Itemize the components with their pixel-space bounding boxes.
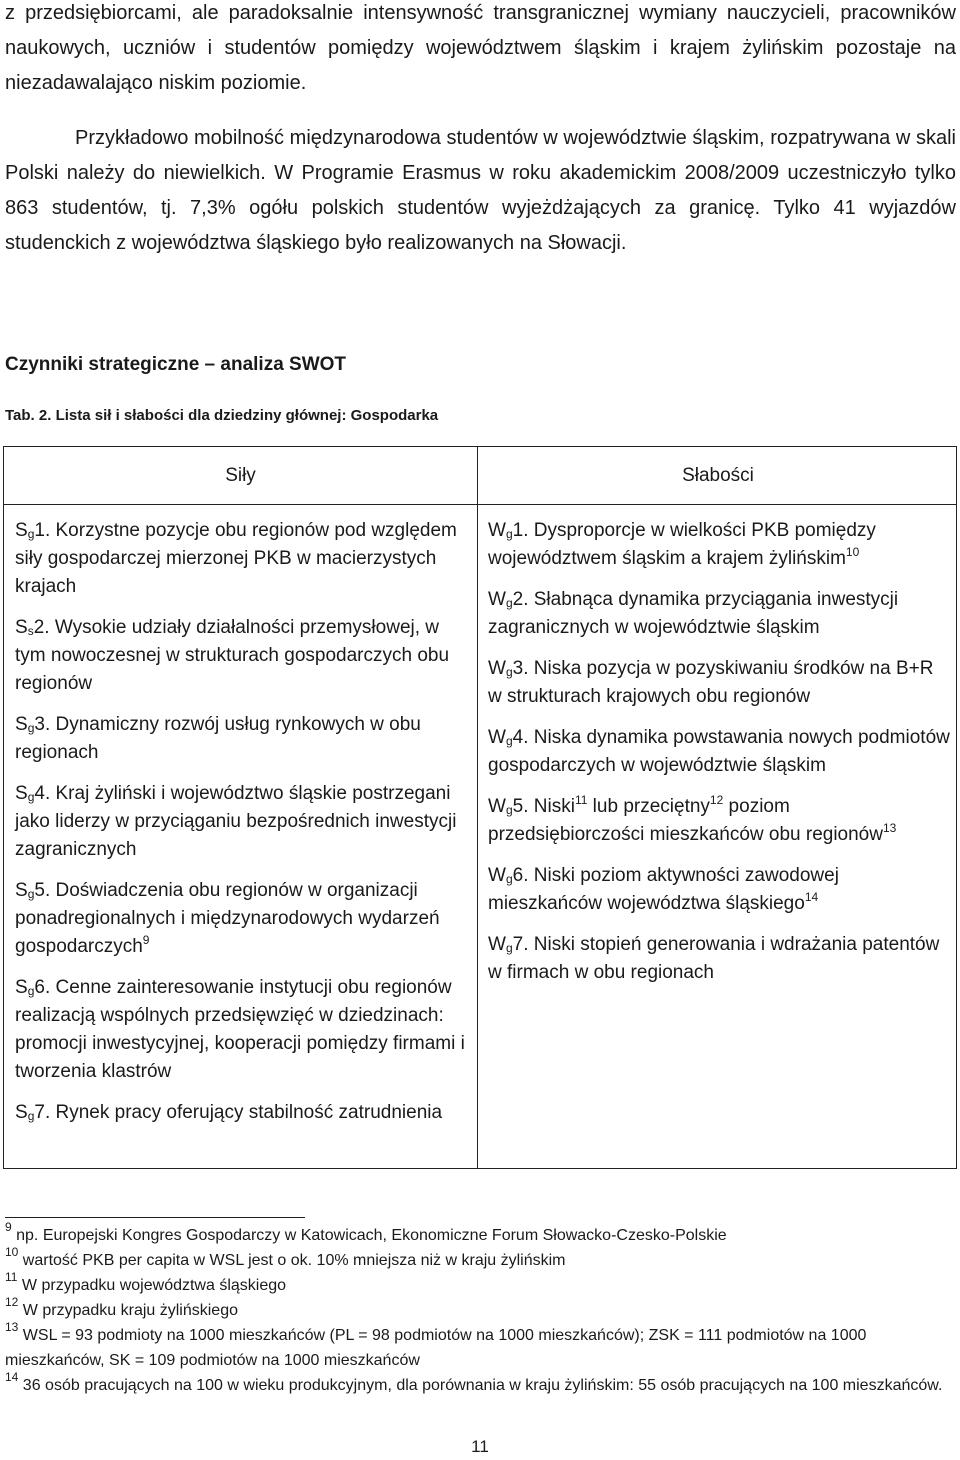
header-divider bbox=[4, 504, 956, 505]
strength-item: $S_g3$. Dynamiczny rozwój usług rynkowych w obu regionach bbox=[15, 714, 421, 763]
weakness-item: $W_g3$. Niska pozycja w pozyskiwaniu środków na B+R w strukturach krajowych obu regionów bbox=[488, 658, 934, 707]
page-number: 11 bbox=[471, 1437, 489, 1456]
strength-item: $S_g1$. Korzystne pozycje obu regionów pod względem siły gospodarczej mierzonej PKB w macierzystych krajach bbox=[15, 520, 457, 597]
footnote: $^{13}$ WSL = 93 podmioty na 1000 mieszkańców (PL = 98 podmiotów na 1000 mieszkańców); ZSK = 111 podmiotów na 1000 mieszkańców, SK = 109 podmiotów na 1000 mieszkańców bbox=[5, 1320, 867, 1369]
intro-paragraph: z przedsiębiorcami, ale paradoksalnie intensywność transgranicznej wymiany nauczycieli, pracowników naukowych, uczniów i studentów pomiędzy województwem śląskim i krajem żylińskim pozostaje na niezadawalająco niskim poziomie. bbox=[5, 2, 956, 94]
weakness-item: $W_g1$. Dysproporcje w wielkości PKB pomiędzy województwem śląskim a krajem żylińskim$^{10}$ bbox=[488, 520, 876, 569]
footnote-ref: 12 bbox=[709, 793, 724, 807]
strength-item: $S_g4$. Kraj żyliński i województwo śląskie postrzegani jako liderzy w przyciąganiu bezpośrednich inwestycji zagranicznych bbox=[15, 783, 457, 860]
footnote-ref: 13 bbox=[882, 821, 897, 835]
mobility-paragraph: Przykładowo mobilność międzynarodowa studentów w województwie śląskim, rozpatrywana w skali Polski należy do niewielkich. W Programie Erasmus w roku akademickim 2008/2009 uczestniczyło tylko 863 studentów, tj. 7,3% ogółu polskich studentów wyjeżdżających za granicę. Tylko 41 wyjazdów studenckich z województwa śląskiego było realizowanych na Słowacji. bbox=[5, 127, 956, 254]
weakness-item: $W_g4$. Niska dynamika powstawania nowych podmiotów gospodarczych w województwie śląskim bbox=[488, 727, 950, 776]
weakness-item: $W_g5$. Niski$^{11}$ lub przeciętny$^{12}$ poziom przedsiębiorczości mieszkańców obu regionów$^{13}$ bbox=[488, 793, 897, 845]
weaknesses-list bbox=[488, 517, 950, 1000]
footnote: $^{12}$ W przypadku kraju żylińskiego bbox=[5, 1295, 238, 1319]
footnote-ref: 10 bbox=[845, 545, 860, 559]
strength-item: $S_g5$. Doświadczenia obu regionów w organizacji ponadregionalnych i międzynarodowych wydarzeń gospodarczych$^9$ bbox=[15, 880, 440, 957]
swot-table bbox=[3, 446, 957, 1169]
footnote-ref: 14 bbox=[804, 890, 819, 904]
column-divider bbox=[477, 447, 478, 1168]
footnote: $^{10}$ wartość PKB per capita w WSL jest o ok. 10% mniejsza niż w kraju żylińskim bbox=[5, 1245, 566, 1269]
strength-item: $S_s2$. Wysokie udziały działalności przemysłowej, w tym nowoczesnej w strukturach gospodarczych obu regionów bbox=[15, 617, 450, 694]
footnote: $^9$ np. Europejski Kongres Gospodarczy w Katowicach, Ekonomiczne Forum Słowacko-Czesko-Polskie bbox=[5, 1220, 727, 1244]
weakness-item: $W_g7$. Niski stopień generowania i wdrażania patentów w firmach w obu regionach bbox=[488, 934, 940, 983]
strength-item: $S_g6$. Cenne zainteresowanie instytucji obu regionów realizacją wspólnych przedsięwzięć w dziedzinach: promocji inwestycyjnej, kooperacji pomiędzy firmami i tworzenia klastrów bbox=[15, 977, 465, 1082]
footnote-ref: 11 bbox=[574, 793, 588, 807]
weaknesses-header: Słabości bbox=[682, 465, 754, 486]
table-caption: Tab. 2. Lista sił i słabości dla dziedziny głównej: Gospodarka bbox=[5, 407, 439, 424]
strength-item: $S_g7$. Rynek pracy oferujący stabilność zatrudnienia bbox=[15, 1102, 443, 1123]
footnotes bbox=[5, 1220, 956, 1398]
weakness-item: $W_g2$. Słabnąca dynamika przyciągania inwestycji zagranicznych w województwie śląskim bbox=[488, 589, 899, 638]
footnote: $^{14}$ 36 osób pracujących na 100 w wieku produkcyjnym, dla porównania w kraju żylińskim: 55 osób pracujących na 100 mieszkańców. bbox=[5, 1370, 943, 1394]
strengths-header: Siły bbox=[225, 465, 256, 486]
footnote-ref: 9 bbox=[142, 933, 150, 947]
footnote-separator bbox=[5, 1217, 305, 1218]
footnote: $^{11}$ W przypadku województwa śląskiego bbox=[5, 1270, 287, 1294]
strengths-list bbox=[15, 517, 470, 1140]
weakness-item: $W_g6$. Niski poziom aktywności zawodowej mieszkańców województwa śląskiego$^{14}$ bbox=[488, 865, 839, 914]
swot-heading: Czynniki strategiczne – analiza SWOT bbox=[5, 354, 347, 375]
